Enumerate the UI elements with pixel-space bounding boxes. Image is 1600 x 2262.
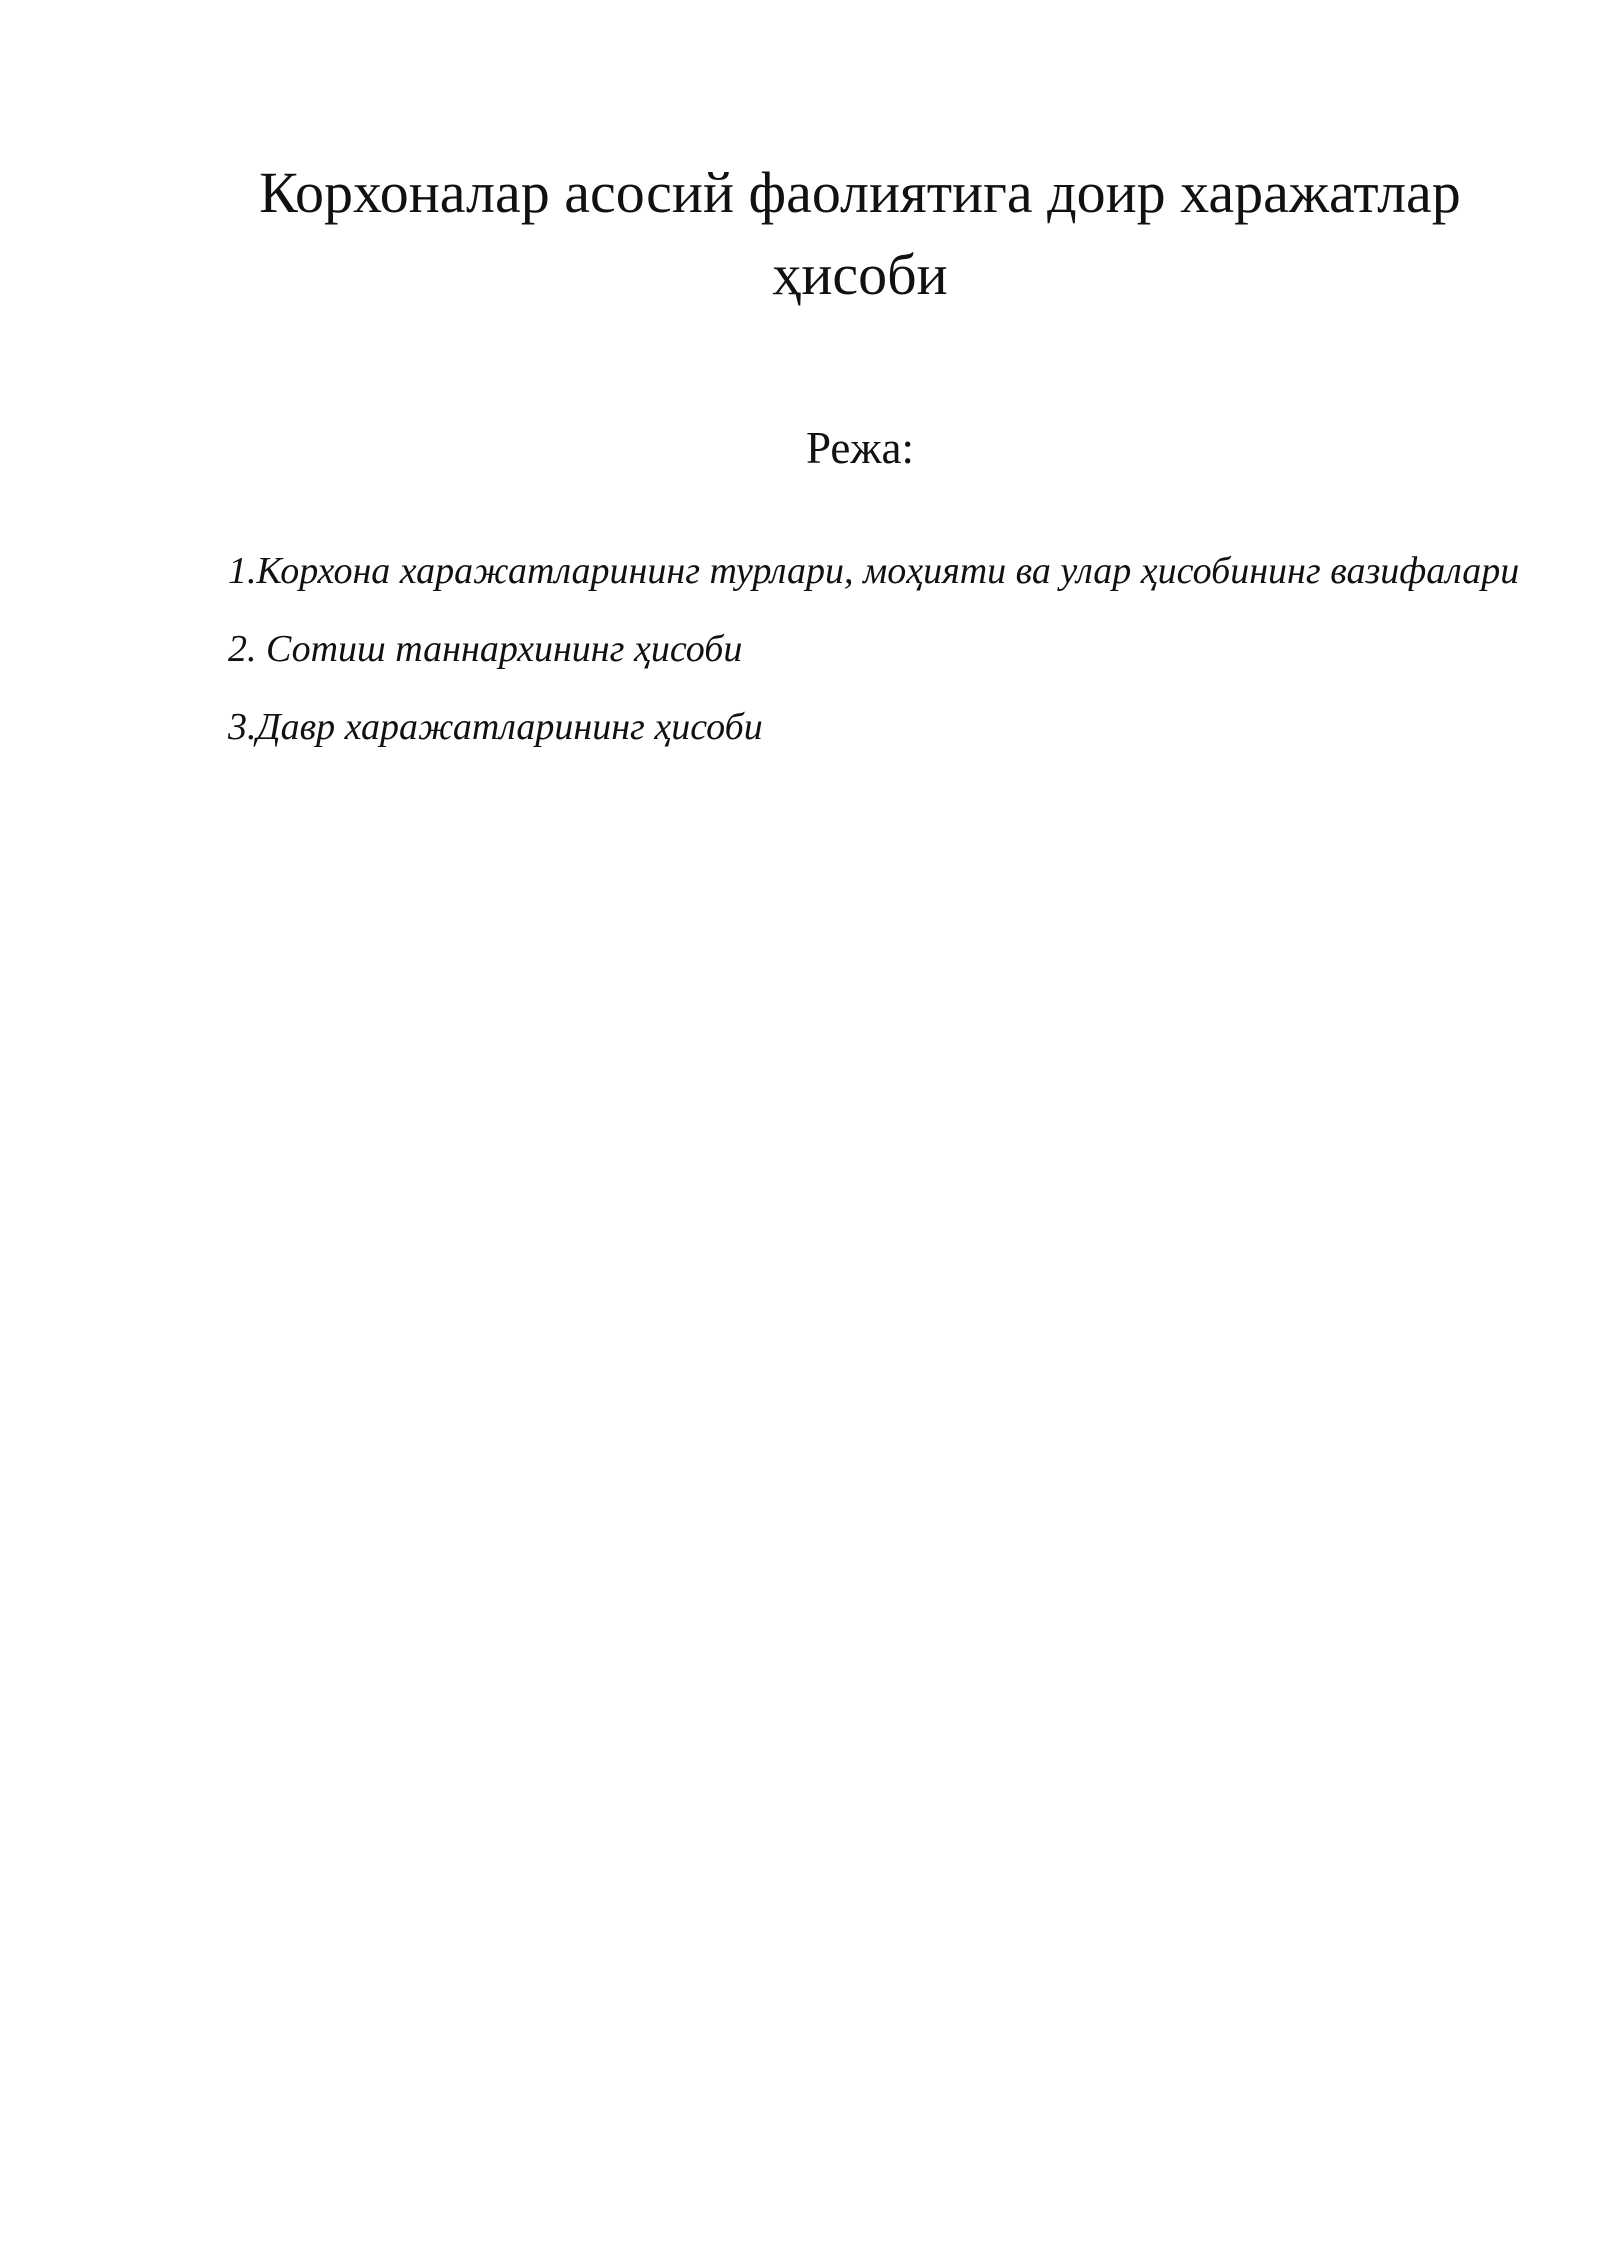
plan-item: 2. Сотиш таннархининг ҳисоби xyxy=(228,628,743,670)
plan-list xyxy=(228,532,1528,766)
document-title: Корхоналар асосий фаолиятига доир харажатлар ҳисоби xyxy=(259,160,1461,307)
plan-item: 3.Давр харажатларининг ҳисоби xyxy=(228,706,763,748)
plan-heading: Режа: xyxy=(806,423,914,473)
plan-item: 1.Корхона харажатларининг турлари, моҳияти ва улар ҳисобининг вазифалари xyxy=(228,550,1520,592)
